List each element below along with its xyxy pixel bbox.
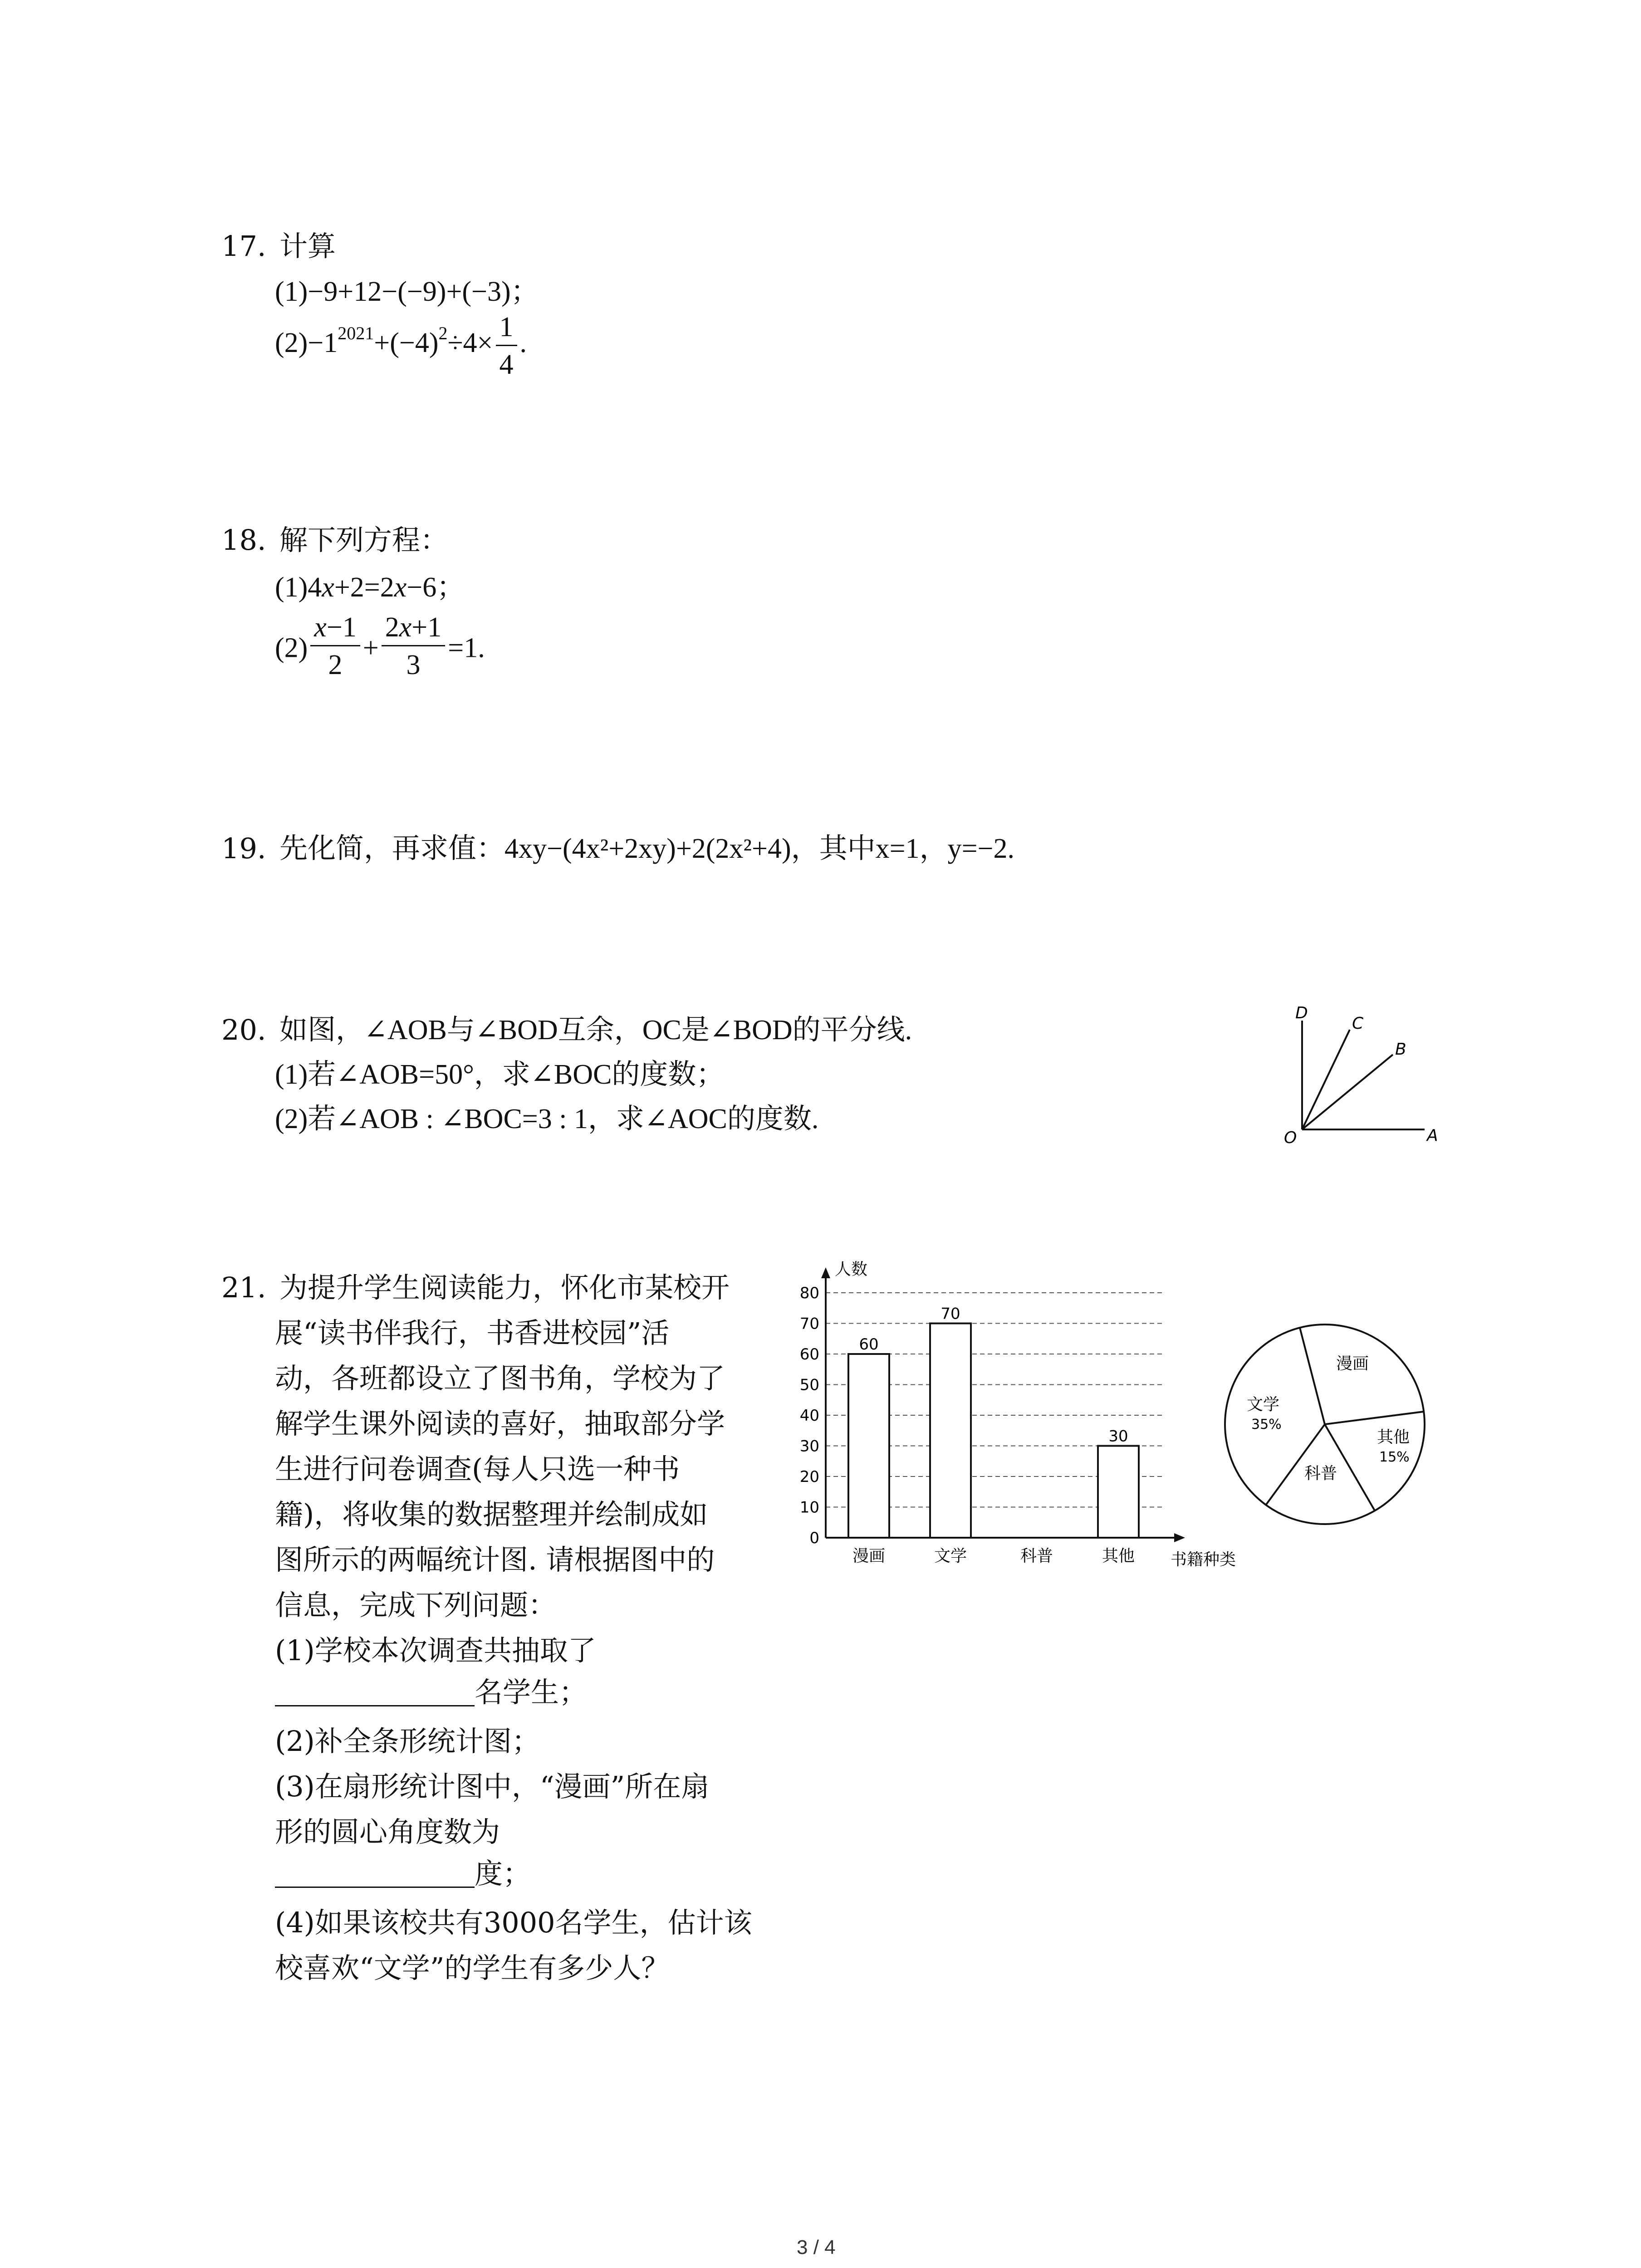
q20-line3: (2)若∠AOB : ∠BOC=3 : 1，求∠AOC的度数.: [275, 1104, 819, 1134]
label-b: B: [1395, 1040, 1406, 1059]
y-axis-arrow: [821, 1267, 830, 1278]
x-tick-label: 科普: [1020, 1547, 1053, 1565]
pie-chart: [1220, 1320, 1429, 1529]
bar-data-label: 70: [941, 1305, 960, 1323]
q21-line-3: 解学生课外阅读的喜好，抽取部分学: [275, 1407, 725, 1440]
pie-label-wenxue: 文学: [1247, 1395, 1280, 1414]
y-tick-label: 30: [799, 1437, 819, 1456]
q21-answer-line-2: 度；: [275, 1860, 531, 1888]
y-tick-label: 70: [799, 1315, 819, 1333]
pie-percent-qita: 15%: [1379, 1449, 1410, 1465]
page-number: 3 / 4: [797, 2236, 836, 2258]
q21-line-8: (1)学校本次调查共抽取了: [275, 1634, 596, 1667]
bar: [1098, 1446, 1139, 1538]
y-tick-label: 0: [809, 1529, 819, 1547]
q17-title: 计算: [279, 230, 336, 263]
q20-number: 20.: [221, 1013, 266, 1046]
q21-line-6: 图所示的两幅统计图. 请根据图中的: [275, 1543, 715, 1576]
answer-blank-1[interactable]: [275, 1681, 475, 1706]
label-d: D: [1295, 1004, 1308, 1022]
q21-line-e2: 校喜欢“文学”的学生有多少人？: [275, 1951, 670, 1984]
bar-data-label: 60: [859, 1335, 879, 1354]
ray-ob: [1302, 1055, 1393, 1129]
y-tick-label: 20: [799, 1468, 819, 1486]
x-tick-label: 文学: [934, 1547, 967, 1565]
q17-number: 17.: [221, 230, 266, 263]
bar: [848, 1354, 889, 1538]
q21-line-1: 展“读书伴我行，书香进校园”活: [275, 1316, 670, 1349]
x-tick-label: 其他: [1102, 1547, 1135, 1565]
y-axis-label: 人数: [835, 1260, 868, 1279]
bar: [930, 1324, 971, 1538]
q21-line-d1: (3)在扇形统计图中，“漫画”所在扇: [275, 1770, 710, 1803]
q21-line-e1: (4)如果该校共有3000名学生，估计该: [275, 1906, 752, 1939]
bar-chart-bars: [848, 1305, 1139, 1566]
q21-line-7: 信息，完成下列问题：: [275, 1589, 557, 1622]
pie-percent-wenxue: 35%: [1251, 1417, 1282, 1432]
q21-line-0: 为提升学生阅读能力，怀化市某校开: [279, 1271, 730, 1304]
x-axis-label: 书籍种类: [1171, 1550, 1236, 1569]
y-tick-label: 50: [799, 1376, 819, 1394]
q21-line-5: 籍)，将收集的数据整理并绘制成如: [275, 1498, 708, 1531]
answer-blank-2[interactable]: [275, 1863, 475, 1888]
x-tick-label: 漫画: [852, 1547, 886, 1565]
y-tick-label: 40: [799, 1407, 819, 1425]
q20-line1: 如图，∠AOB与∠BOD互余，OC是∠BOD的平分线.: [279, 1015, 912, 1046]
q21-line-2: 动，各班都设立了图书角，学校为了: [275, 1362, 725, 1395]
y-tick-label: 10: [799, 1498, 819, 1517]
q20-line2: (1)若∠AOB=50°，求∠BOC的度数；: [275, 1059, 725, 1090]
q21-line-4: 生进行问卷调查(每人只选一种书: [275, 1452, 680, 1486]
q21-line-d2: 形的圆心角度数为: [275, 1815, 500, 1848]
pie-label-kepu: 科普: [1304, 1464, 1337, 1483]
ray-oc: [1302, 1030, 1350, 1129]
angle-figure: [1270, 993, 1461, 1148]
label-a: A: [1427, 1126, 1438, 1145]
label-o: O: [1284, 1129, 1297, 1147]
q19-text: 先化简，再求值：4xy−(4x²+2xy)+2(2x²+4)，其中x=1，y=−2.: [279, 833, 1015, 864]
label-c: C: [1352, 1014, 1364, 1033]
q18-part1: (1)4x+2=2x−6；: [275, 572, 465, 603]
pie-label-qita: 其他: [1377, 1428, 1410, 1447]
bar-data-label: 30: [1108, 1427, 1128, 1446]
y-tick-label: 60: [799, 1345, 819, 1364]
q19-number: 19.: [221, 832, 266, 865]
pie-label-manhua: 漫画: [1336, 1354, 1369, 1373]
q18-title: 解下列方程：: [279, 523, 449, 557]
q18-part2: (2) $\frac{x-1}{2}$ + $\frac{2x+1}{3}$ =1.: [275, 612, 485, 680]
bar-chart-ticks: [800, 1284, 819, 1547]
q21-answer-line-1: 名学生；: [275, 1678, 587, 1706]
x-axis-arrow: [1174, 1533, 1185, 1542]
q21-line-c: (2)补全条形统计图；: [275, 1725, 540, 1758]
y-tick-label: 80: [799, 1284, 819, 1302]
bar-chart: [789, 1256, 1261, 1583]
q18-number: 18.: [221, 523, 266, 557]
q21-number: 21.: [221, 1271, 266, 1304]
q17-part1: (1)−9+12−(−9)+(−3)；: [275, 276, 539, 307]
q17-part2: $(2)-1^{2021}+(-4)^2\div 4\times$ $\frac{1}{4}$ .: [275, 312, 527, 380]
